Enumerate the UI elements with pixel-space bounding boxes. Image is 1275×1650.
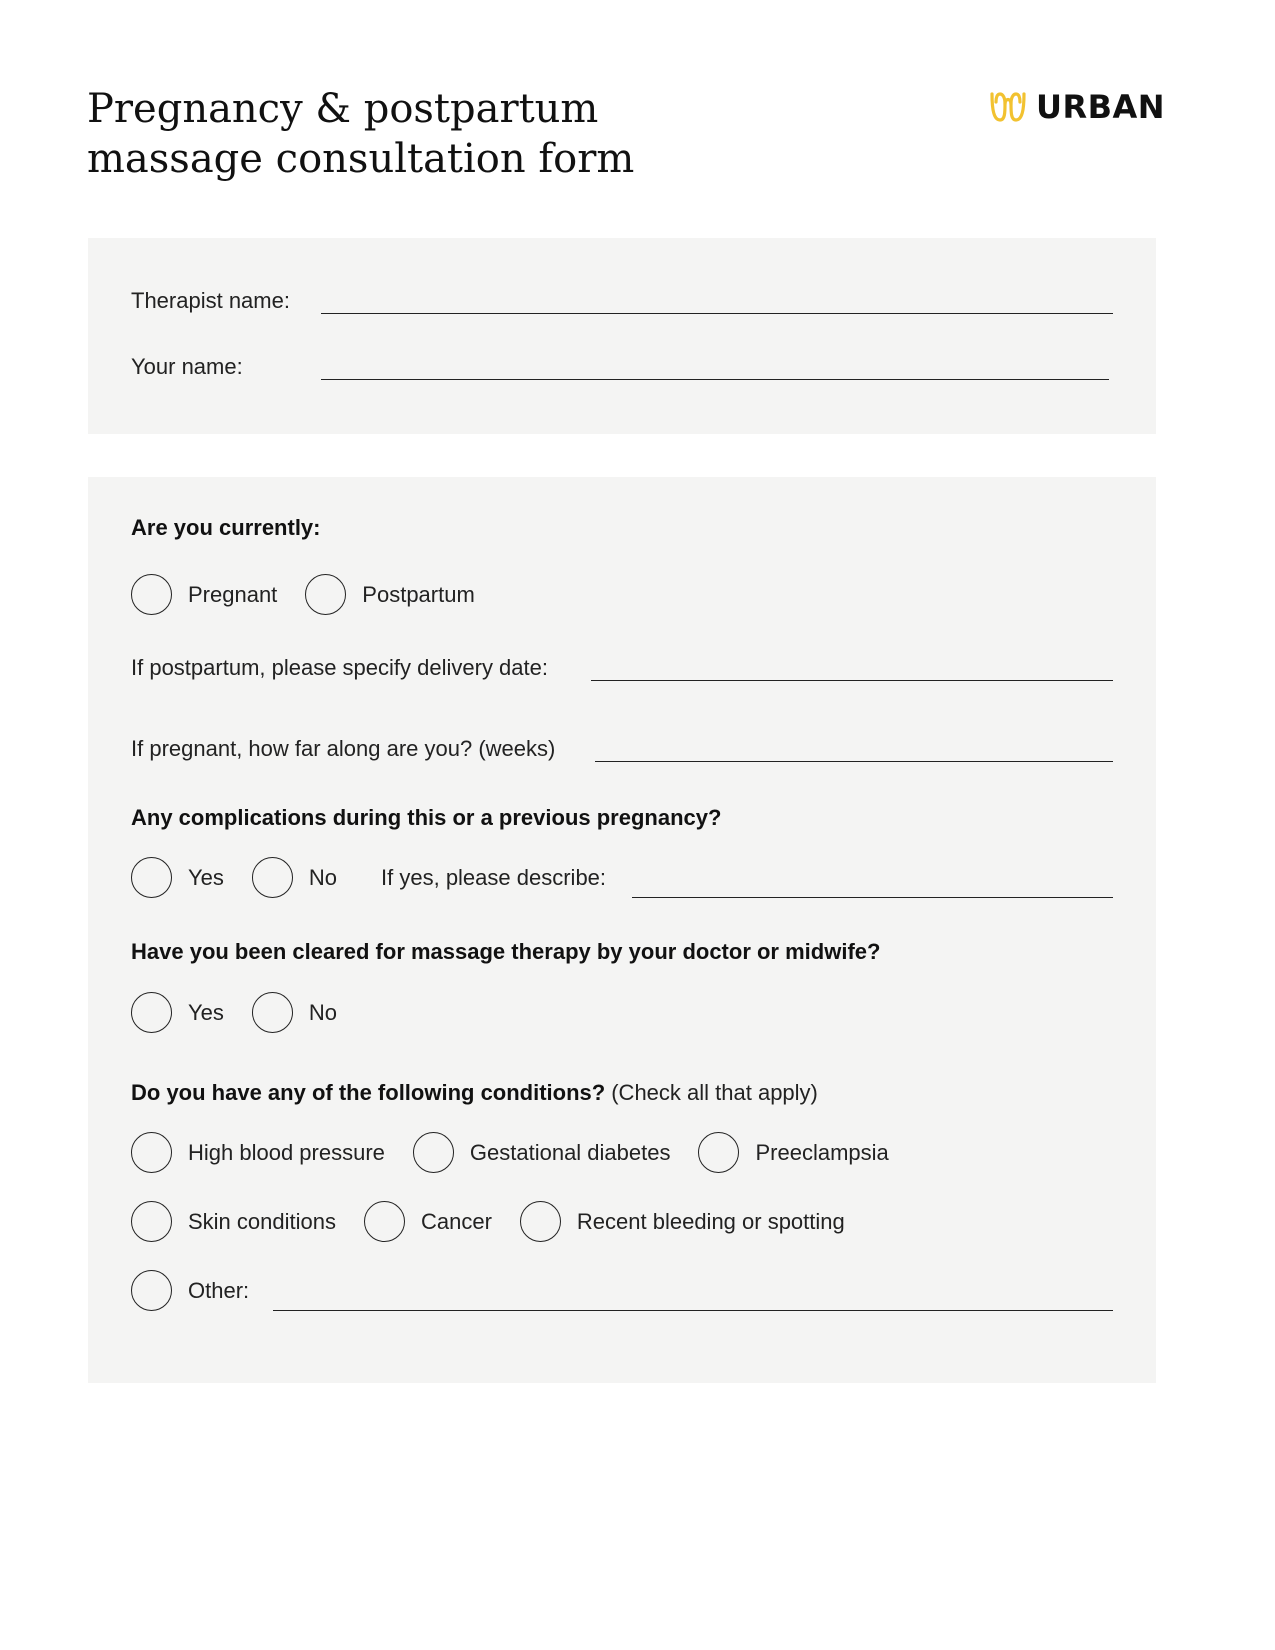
other-field[interactable] [273,1288,1113,1311]
condition-skin-conditions[interactable] [131,1201,336,1242]
condition-other[interactable] [131,1270,249,1311]
conditions-row-2 [131,1201,1113,1242]
condition-label: High blood pressure [188,1139,385,1165]
describe-label: If yes, please describe: [381,864,607,890]
condition-recent-bleeding[interactable] [520,1201,845,1242]
clearance-yes-option[interactable] [131,992,224,1033]
complications-no-option[interactable] [252,857,337,898]
condition-checkbox[interactable] [520,1201,561,1242]
condition-checkbox[interactable] [698,1132,739,1173]
complications-no-label: No [308,864,338,890]
complications-yes-radio[interactable] [131,857,172,898]
title-line-1: Pregnancy & postpartum [87,86,599,132]
complications-yes-option[interactable] [131,857,224,898]
your-name-label: Your name: [131,354,243,379]
brand-logo [988,88,1165,126]
status-question: Are you currently: [131,515,321,540]
urban-u-logo-icon [988,90,1028,124]
clearance-yes-radio[interactable] [131,992,172,1033]
therapist-name-row [131,288,1113,314]
delivery-date-field[interactable] [591,658,1113,681]
page-title [87,84,634,184]
conditions-question: Do you have any of the following conditions? [131,1080,606,1105]
status-options [131,574,1113,615]
weeks-label: If pregnant, how far along are you? (weeks) [131,736,556,761]
option-pregnant[interactable] [131,574,277,615]
status-question-row [131,515,1113,541]
condition-checkbox[interactable] [413,1132,454,1173]
pregnant-radio[interactable] [131,574,172,615]
delivery-date-row [131,655,1113,681]
title-line-2: massage consultation form [87,136,635,182]
pregnant-label: Pregnant [188,581,278,607]
clearance-no-radio[interactable] [252,992,293,1033]
conditions-other-row [131,1270,1113,1311]
delivery-date-label: If postpartum, please specify delivery date: [131,655,548,680]
clearance-yes-label: Yes [188,999,224,1025]
therapist-name-label: Therapist name: [131,288,290,313]
conditions-hint: (Check all that apply) [611,1080,818,1105]
your-name-field[interactable] [321,357,1109,380]
condition-label: Recent bleeding or spotting [576,1208,845,1234]
weeks-row [131,736,1113,762]
condition-checkbox[interactable] [131,1201,172,1242]
weeks-field[interactable] [595,739,1113,762]
your-name-row [131,354,1113,380]
conditions-question-row [131,1080,1113,1106]
complications-yes-label: Yes [188,864,224,890]
questions-section [88,477,1156,1383]
complications-question: Any complications during this or a previous pregnancy? [131,805,722,830]
logo-text: URBAN [1036,88,1166,126]
clearance-question: Have you been cleared for massage therapy by your doctor or midwife? [131,939,881,964]
clearance-options [131,992,1113,1033]
condition-label: Gestational diabetes [469,1139,671,1165]
postpartum-radio[interactable] [305,574,346,615]
complications-options [131,857,1113,898]
other-label: Other: [188,1277,250,1303]
condition-checkbox[interactable] [364,1201,405,1242]
conditions-row-1 [131,1132,1113,1173]
therapist-name-field[interactable] [321,291,1113,314]
clearance-question-row [131,939,1113,965]
condition-label: Cancer [420,1208,492,1234]
condition-gestational-diabetes[interactable] [413,1132,671,1173]
option-postpartum[interactable] [305,574,475,615]
condition-checkbox[interactable] [131,1132,172,1173]
name-section [88,238,1156,434]
complications-question-row [131,805,1113,831]
condition-preeclampsia[interactable] [698,1132,888,1173]
complications-no-radio[interactable] [252,857,293,898]
condition-label: Skin conditions [188,1208,336,1234]
clearance-no-option[interactable] [252,992,337,1033]
condition-checkbox[interactable] [131,1270,172,1311]
clearance-no-label: No [308,999,338,1025]
condition-label: Preeclampsia [755,1139,889,1165]
condition-cancer[interactable] [364,1201,492,1242]
postpartum-label: Postpartum [362,581,475,607]
condition-high-blood-pressure[interactable] [131,1132,385,1173]
describe-field[interactable] [632,875,1113,898]
